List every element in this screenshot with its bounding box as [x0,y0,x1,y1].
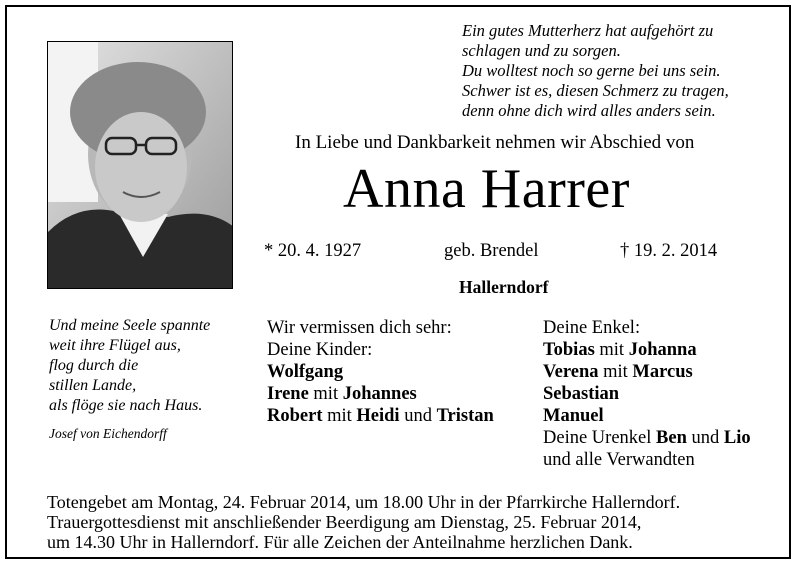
death-date: † 19. 2. 2014 [620,241,718,261]
child-name: Wolfgang [267,362,344,382]
intro-text: In Liebe und Dankbarkeit nehmen wir Abschied von [295,132,695,153]
great-grandchild-name: Ben [656,428,687,448]
family-intro: Wir vermissen dich sehr: [267,318,452,338]
children-label: Deine Kinder: [267,340,373,360]
poem-line: weit ihre Flügel aus, [49,337,181,354]
birth-date: * 20. 4. 1927 [264,241,362,261]
family-entry [543,405,751,427]
child-name: Irene [267,384,309,404]
grandchild-name: Sebastian [543,384,620,404]
family-entry [267,405,494,427]
family-entry [267,361,494,383]
child-name: Robert [267,406,323,426]
eichendorff-poem [49,316,210,416]
partner-name: Heidi [356,406,400,426]
family-entry [543,339,751,361]
connector-text: und [691,428,720,448]
top-poem-line: Du wolltest noch so gerne bei uns sein. [462,61,721,80]
poem-line: stillen Lande, [49,377,137,394]
place-name: Hallerndorf [459,277,549,297]
maiden-name: geb. Brendel [444,241,539,261]
connector-text: und [404,406,432,426]
top-poem [462,21,729,121]
service-line: Totengebet am Montag, 24. Februar 2014, um 18.00 Uhr in der Pfarrkirche Hallerndorf. [47,492,681,512]
service-line: Trauergottesdienst mit anschließender Beerdigung am Dienstag, 25. Februar 2014, [47,512,642,532]
poem-author: Josef von Eichendorff [49,426,167,441]
portrait-photo [47,41,233,289]
poem-line: Und meine Seele spannte [49,317,211,334]
grandchildren-label: Deine Enkel: [543,318,641,338]
service-line: um 14.30 Uhr in Hallerndorf. Für alle Zeichen der Anteilnahme herzlichen Dank. [47,532,633,552]
grandchild-name: Tobias [543,340,595,360]
partner-name: Marcus [632,362,693,382]
poem-line: als flöge sie nach Haus. [49,397,203,414]
family-entry [543,427,751,449]
poem-line: flog durch die [49,357,139,374]
connector-text: mit [313,384,339,404]
family-entry [543,383,751,405]
top-poem-line: schlagen und zu sorgen. [462,41,621,60]
family-left [267,317,494,427]
top-poem-line: Schwer ist es, diesen Schmerz zu tragen, [462,81,729,100]
top-poem-line: Ein gutes Mutterherz hat aufgehört zu [462,21,714,40]
grandchild-name: Verena [543,362,599,382]
connector-text: mit [603,362,628,382]
obituary-notice [5,5,791,559]
great-grandchild-name: Lio [723,428,751,448]
relatives-text: und alle Verwandten [543,450,695,470]
grandchild-name: Tristan [436,406,494,426]
service-info [47,492,680,552]
family-entry [267,383,494,405]
top-poem-line: denn ohne dich wird alles anders sein. [462,101,716,120]
deceased-name: Anna Harrer [343,158,630,220]
partner-name: Johannes [342,384,417,404]
family-right [543,317,751,471]
connector-text: mit [327,406,352,426]
family-entry [543,361,751,383]
grandchild-name: Manuel [543,406,604,426]
connector-text: mit [599,340,625,360]
great-grandchildren-label: Deine Urenkel [543,428,652,448]
partner-name: Johanna [628,340,697,360]
